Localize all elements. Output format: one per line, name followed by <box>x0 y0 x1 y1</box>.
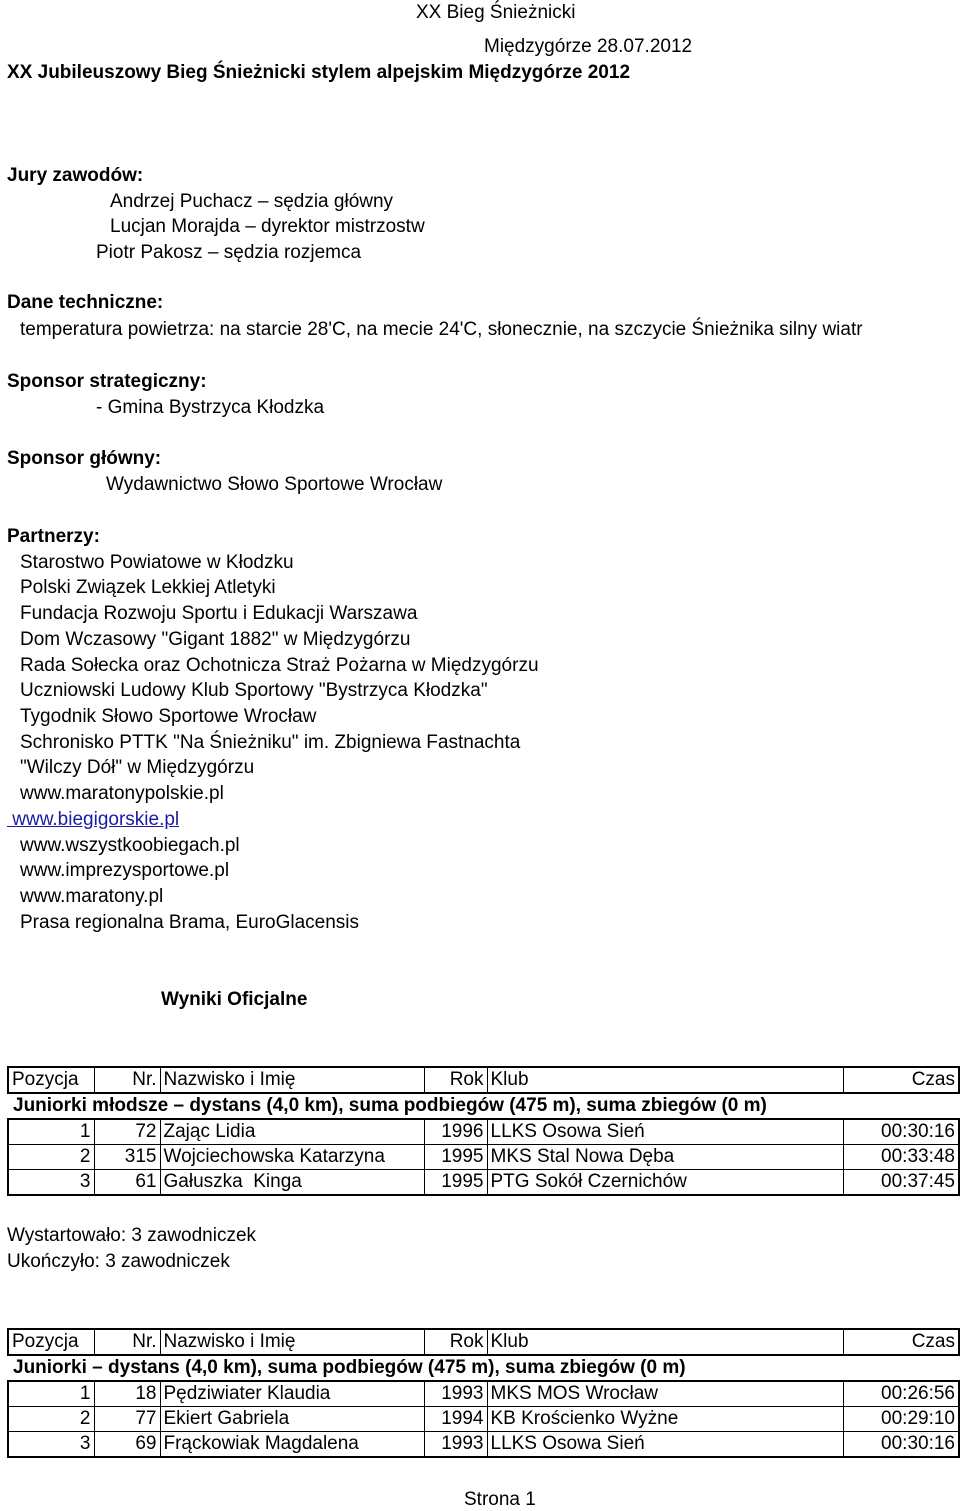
table-row <box>8 1381 959 1407</box>
cell-position: 1 <box>8 1381 94 1407</box>
partner-link[interactable]: www.maratony.pl <box>20 886 164 907</box>
cell-name: Zając Lidia <box>160 1119 424 1145</box>
finished-count: Ukończyło: 3 zawodniczek <box>7 1251 230 1272</box>
partner-item: Prasa regionalna Brama, EuroGlacensis <box>20 912 360 933</box>
partner-item: Fundacja Rozwoju Sportu i Edukacji Warszawa <box>20 603 418 624</box>
col-number: Nr. <box>94 1329 160 1355</box>
col-name: Nazwisko i Imię <box>160 1329 424 1355</box>
cell-number: 315 <box>94 1145 160 1170</box>
table-row <box>8 1145 959 1170</box>
col-number: Nr. <box>94 1067 160 1093</box>
cell-time: 00:37:45 <box>843 1170 959 1196</box>
category-label: Juniorki – dystans (4,0 km), suma podbiegów (475 m), suma zbiegów (0 m) <box>13 1357 686 1378</box>
cell-name: Gałuszka Kinga <box>160 1170 424 1196</box>
cell-year: 1993 <box>424 1381 487 1407</box>
col-club: Klub <box>487 1329 843 1355</box>
cell-number: 18 <box>94 1381 160 1407</box>
jury-member: Lucjan Morajda – dyrektor mistrzostw <box>110 216 425 237</box>
results-table <box>7 1328 960 1458</box>
partners-label: Partnerzy: <box>7 526 100 547</box>
page-number: Strona 1 <box>464 1489 536 1510</box>
col-name: Nazwisko i Imię <box>160 1067 424 1093</box>
page-title: XX Jubileuszowy Bieg Śnieżnicki stylem alpejskim Międzygórze 2012 <box>7 62 631 83</box>
place-date: Międzygórze 28.07.2012 <box>484 36 693 57</box>
cell-position: 3 <box>8 1170 94 1196</box>
strategic-sponsor-text: - Gmina Bystrzyca Kłodzka <box>96 397 325 418</box>
table-row <box>8 1407 959 1432</box>
table-row <box>8 1432 959 1458</box>
cell-club: PTG Sokół Czernichów <box>487 1170 843 1196</box>
category-row <box>8 1355 959 1381</box>
cell-time: 00:30:16 <box>843 1432 959 1458</box>
partner-link[interactable]: www.imprezysportowe.pl <box>20 860 230 881</box>
partner-item: Rada Sołecka oraz Ochotnicza Straż Pożarna w Międzygórzu <box>20 655 539 676</box>
partner-item: Tygodnik Słowo Sportowe Wrocław <box>20 706 317 727</box>
main-sponsor-label: Sponsor główny: <box>7 448 162 469</box>
col-position: Pozycja <box>8 1067 94 1093</box>
cell-time: 00:30:16 <box>843 1119 959 1145</box>
started-count: Wystartowało: 3 zawodniczek <box>7 1225 257 1246</box>
cell-club: MKS MOS Wrocław <box>487 1381 843 1407</box>
partner-item: Polski Związek Lekkiej Atletyki <box>20 577 276 598</box>
cell-number: 72 <box>94 1119 160 1145</box>
cell-club: KB Krościenko Wyżne <box>487 1407 843 1432</box>
race-name: XX Bieg Śnieżnicki <box>416 2 576 23</box>
col-time: Czas <box>843 1067 959 1093</box>
cell-number: 69 <box>94 1432 160 1458</box>
table-row <box>8 1119 959 1145</box>
col-club: Klub <box>487 1067 843 1093</box>
cell-time: 00:26:56 <box>843 1381 959 1407</box>
main-sponsor-text: Wydawnictwo Słowo Sportowe Wrocław <box>106 474 443 495</box>
col-position: Pozycja <box>8 1329 94 1355</box>
cell-position: 2 <box>8 1145 94 1170</box>
partner-item: Dom Wczasowy "Gigant 1882" w Międzygórzu <box>20 629 411 650</box>
tech-label: Dane techniczne: <box>7 292 164 313</box>
table-header <box>8 1067 959 1093</box>
table-header <box>8 1329 959 1355</box>
cell-time: 00:33:48 <box>843 1145 959 1170</box>
cell-position: 1 <box>8 1119 94 1145</box>
jury-member: Andrzej Puchacz – sędzia główny <box>110 191 394 212</box>
cell-club: LLKS Osowa Sień <box>487 1119 843 1145</box>
partner-item: "Wilczy Dół" w Międzygórzu <box>20 757 255 778</box>
col-year: Rok <box>424 1329 487 1355</box>
cell-position: 2 <box>8 1407 94 1432</box>
table-row <box>8 1170 959 1196</box>
cell-time: 00:29:10 <box>843 1407 959 1432</box>
col-year: Rok <box>424 1067 487 1093</box>
cell-year: 1993 <box>424 1432 487 1458</box>
strategic-sponsor-label: Sponsor strategiczny: <box>7 371 207 392</box>
partner-link[interactable]: www.wszystkoobiegach.pl <box>20 835 240 856</box>
cell-name: Ekiert Gabriela <box>160 1407 424 1432</box>
jury-label: Jury zawodów: <box>7 165 144 186</box>
results-title: Wyniki Oficjalne <box>161 989 308 1010</box>
category-label: Juniorki młodsze – dystans (4,0 km), suma podbiegów (475 m), suma zbiegów (0 m) <box>13 1095 767 1116</box>
cell-club: LLKS Osowa Sień <box>487 1432 843 1458</box>
partner-link[interactable]: www.maratonypolskie.pl <box>20 783 224 804</box>
cell-year: 1996 <box>424 1119 487 1145</box>
cell-year: 1994 <box>424 1407 487 1432</box>
partner-item: Starostwo Powiatowe w Kłodzku <box>20 552 294 573</box>
partner-link[interactable]: www.biegigorskie.pl <box>7 809 180 830</box>
cell-name: Wojciechowska Katarzyna <box>160 1145 424 1170</box>
cell-name: Pędziwiater Klaudia <box>160 1381 424 1407</box>
cell-club: MKS Stal Nowa Dęba <box>487 1145 843 1170</box>
cell-year: 1995 <box>424 1145 487 1170</box>
cell-number: 77 <box>94 1407 160 1432</box>
cell-name: Frąckowiak Magdalena <box>160 1432 424 1458</box>
jury-member: Piotr Pakosz – sędzia rozjemca <box>96 242 362 263</box>
cell-position: 3 <box>8 1432 94 1458</box>
tech-text: temperatura powietrza: na starcie 28'C, na mecie 24'C, słonecznie, na szczycie Śnieżnika silny wiatr <box>20 319 863 340</box>
cell-number: 61 <box>94 1170 160 1196</box>
partner-item: Schronisko PTTK "Na Śnieżniku" im. Zbigniewa Fastnachta <box>20 732 521 753</box>
results-table <box>7 1066 960 1196</box>
cell-year: 1995 <box>424 1170 487 1196</box>
partner-item: Uczniowski Ludowy Klub Sportowy "Bystrzyca Kłodzka" <box>20 680 488 701</box>
category-row <box>8 1093 959 1119</box>
col-time: Czas <box>843 1329 959 1355</box>
